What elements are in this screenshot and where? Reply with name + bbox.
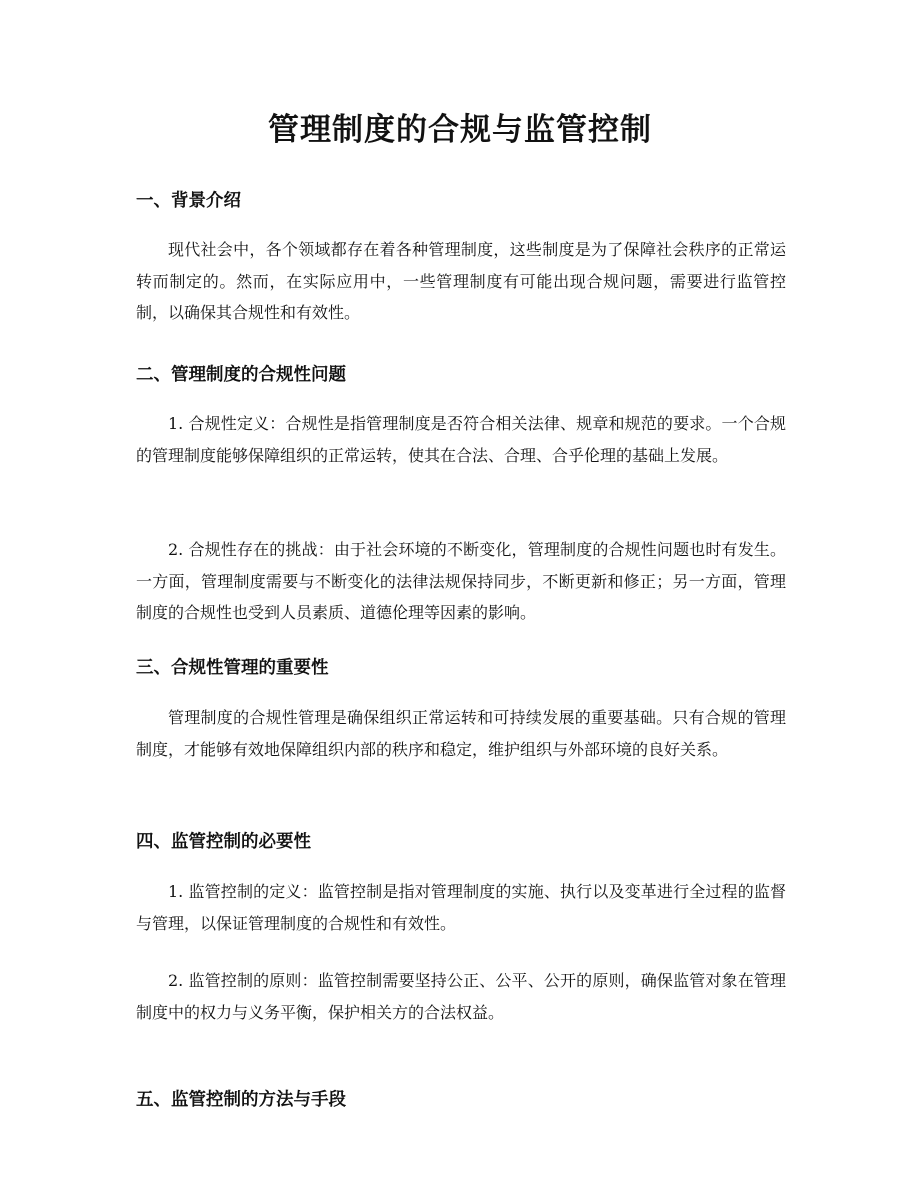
- paragraph-supervision-principles: 2. 监管控制的原则：监管控制需要坚持公正、公平、公开的原则，确保监管对象在管理制度中的权力与义务平衡，保护相关方的合法权益。: [136, 971, 786, 1022]
- paragraph-background: 现代社会中，各个领域都存在着各种管理制度，这些制度是为了保障社会秩序的正常运转而制定的。然而，在实际应用中，一些管理制度有可能出现合规问题，需要进行监管控制，以确保其合规性和有效性。: [136, 240, 786, 322]
- section-heading-supervision-methods: 五、监管控制的方法与手段: [136, 1090, 346, 1110]
- section-heading-compliance-issues: 二、管理制度的合规性问题: [136, 365, 346, 385]
- paragraph-compliance-importance: 管理制度的合规性管理是确保组织正常运转和可持续发展的重要基础。只有合规的管理制度，才能够有效地保障组织内部的秩序和稳定，维护组织与外部环境的良好关系。: [136, 708, 786, 759]
- section-heading-supervision-necessity: 四、监管控制的必要性: [136, 832, 311, 852]
- paragraph-compliance-challenges: 2. 合规性存在的挑战：由于社会环境的不断变化，管理制度的合规性问题也时有发生。一方面，管理制度需要与不断变化的法律法规保持同步，不断更新和修正；另一方面，管理制度的合规性也受到人员素质、道德伦理等因素的影响。: [136, 540, 786, 622]
- document-title: 管理制度的合规与监管控制: [268, 112, 652, 148]
- paragraph-compliance-definition: 1. 合规性定义：合规性是指管理制度是否符合相关法律、规章和规范的要求。一个合规的管理制度能够保障组织的正常运转，使其在合法、合理、合乎伦理的基础上发展。: [136, 414, 786, 465]
- section-heading-background: 一、背景介绍: [136, 191, 241, 211]
- paragraph-supervision-definition: 1. 监管控制的定义：监管控制是指对管理制度的实施、执行以及变革进行全过程的监督与管理，以保证管理制度的合规性和有效性。: [136, 882, 786, 933]
- section-heading-compliance-importance: 三、合规性管理的重要性: [136, 658, 329, 678]
